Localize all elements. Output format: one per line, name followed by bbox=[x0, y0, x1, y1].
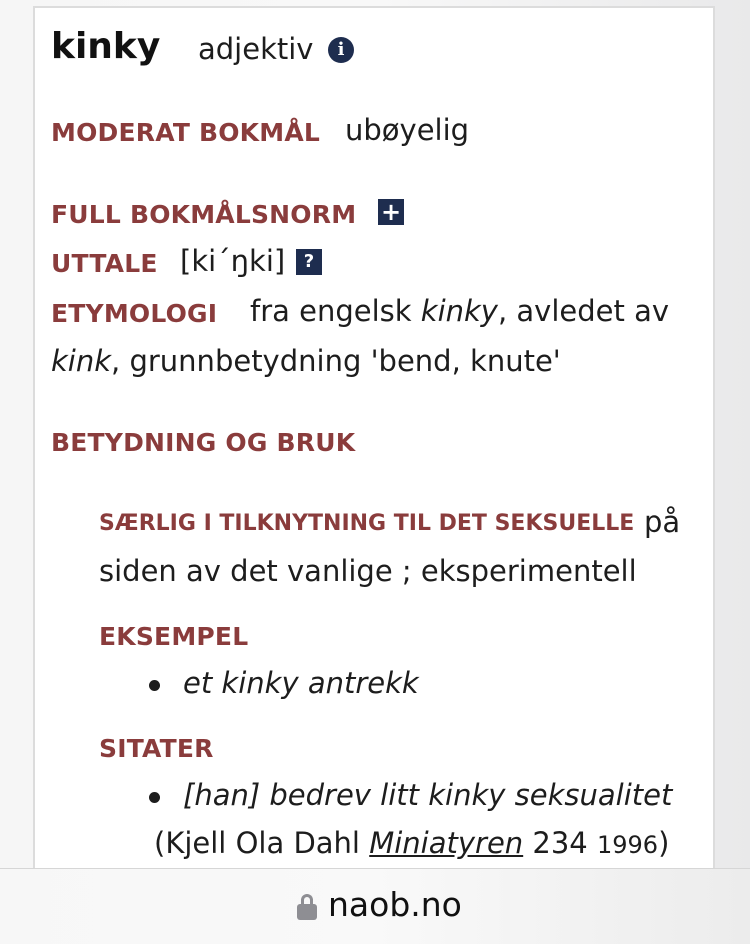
quote-author: Kjell Ola Dahl bbox=[165, 826, 360, 860]
etymologi-word-kinky: kinky bbox=[420, 294, 498, 328]
quote-year: 1996 bbox=[596, 831, 659, 859]
etymologi-line-1: fra engelsk kinky, avledet av bbox=[250, 294, 670, 328]
entry-card bbox=[33, 6, 715, 886]
moderat-bokmal-label: MODERAT BOKMÅL bbox=[51, 118, 321, 147]
headword: kinky bbox=[51, 26, 161, 67]
definition-rest: siden av det vanlige ; eksperimentell bbox=[99, 554, 637, 588]
example-item: et kinky antrekk bbox=[183, 666, 419, 700]
browser-address-bar[interactable] bbox=[0, 868, 750, 944]
url-domain[interactable]: naob.no bbox=[328, 885, 462, 924]
info-icon[interactable]: i bbox=[328, 37, 354, 63]
help-icon[interactable]: ? bbox=[296, 249, 322, 275]
sitater-label: SITATER bbox=[99, 734, 214, 763]
quote-source: (Kjell Ola Dahl Miniatyren 234 1996) bbox=[154, 826, 670, 860]
quote-page: 234 bbox=[532, 826, 588, 860]
bullet-icon bbox=[149, 680, 160, 691]
etymologi-line-2: kink, grunnbetydning 'bend, knute' bbox=[51, 344, 561, 378]
full-bokmalsnorm-label: FULL BOKMÅLSNORM bbox=[51, 200, 357, 229]
lock-icon bbox=[297, 891, 317, 921]
uttale-label: UTTALE bbox=[51, 249, 158, 278]
sense-domain-label: SÆRLIG I TILKNYTNING TIL DET SEKSUELLE bbox=[99, 511, 635, 536]
quote-text: [han] bedrev litt kinky seksualitet bbox=[183, 778, 673, 812]
etymologi-word-kink: kink bbox=[51, 344, 112, 378]
quote-source-title-link[interactable]: Miniatyren bbox=[369, 826, 524, 860]
bullet-icon bbox=[149, 792, 160, 803]
word-class: adjektiv bbox=[198, 32, 314, 66]
etymologi-label: ETYMOLOGI bbox=[51, 299, 218, 328]
eksempel-label: EKSEMPEL bbox=[99, 622, 249, 651]
moderat-bokmal-value: ubøyelig bbox=[345, 113, 470, 147]
uttale-value: [ki´ŋki] bbox=[180, 244, 286, 278]
betydning-label: BETYDNING OG BRUK bbox=[51, 428, 356, 457]
definition-start: på bbox=[644, 505, 681, 539]
expand-plus-icon[interactable]: + bbox=[378, 199, 404, 225]
